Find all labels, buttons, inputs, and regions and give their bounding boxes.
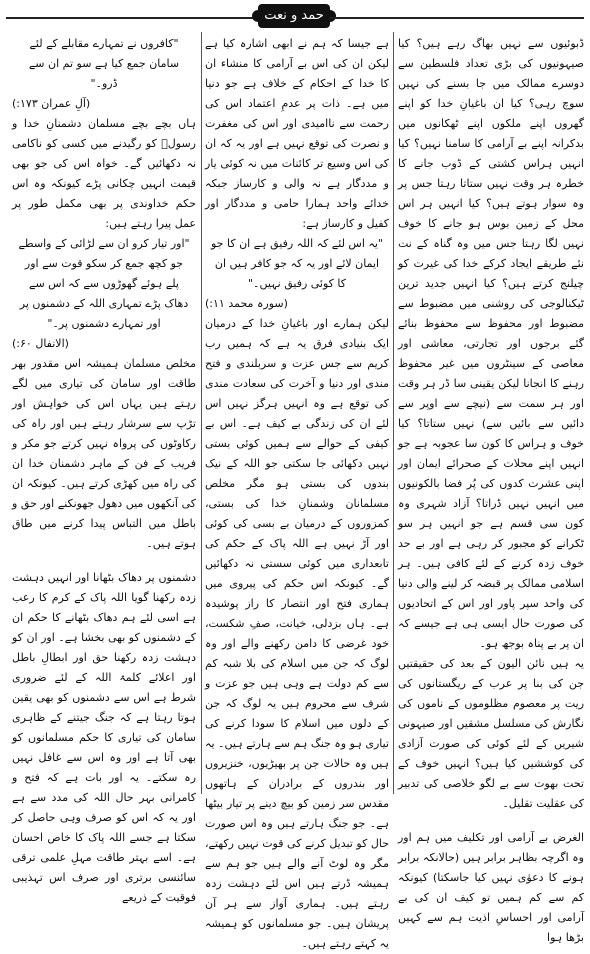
quran-quote: "یہ اس لئے کہ اللہ رفیق ہے ان کا جو ایمان لائے اور یہ کہ جو کافر ہیں ان کا کوئی رفیق نہیں۔" [211, 237, 383, 290]
column-middle [205, 34, 389, 950]
paragraph: دشمنوں پر دھاک بٹھانا اور انہیں دہشت زدہ رکھنا گویا اللہ پاک کے کرم کا رعب ہے اسی لئے ہم دھاک بٹھانے کا حکم ان کے دشمنوں کو بھی بخشا ہے۔ اور ان کو دہشت زدہ رکھنا حق اور ابطالِ باطل اور اعلائے کلمۃ اللہ کے لئے ضروری شرط ہے اس سے دشمنوں کو بھی یقین ہوتا رہتا ہے کہ جنگ جیتنے کے ظاہری سامان کی تیاری کا حکم مسلمانوں کو بھی آتا ہے اور وہ اس سے غافل نہیں رہ سکتے۔ یہ اور بات ہے کہ فتح و کامرانی بہر حال اللہ کی مدد سے ہے اور یہ کہ اس کو صرف وہی حاصل کر سکتا ہے جسے اللہ پاک کا خاص احسان ہے۔ اسے بہتر طاقت مہلِ علمی ترقی سائنسی برتری اور صرف اس تہذیبی فوقیت کے ذریعے [12, 571, 196, 904]
quote-reference: (آلِ عمران ۱۷۳:) [12, 97, 91, 110]
column-divider-left [201, 32, 202, 794]
header-badge: حمد و نعت [258, 4, 330, 28]
page-header [0, 0, 590, 32]
quran-quote: "کافروں نے تمہارے مقابلے کے لئے سامان جمع کیا ہے سو تم ان سے ڈرو۔" [28, 37, 180, 90]
column-divider-right [393, 32, 394, 794]
paragraph: لیکن ہمارے اور باغیانِ خدا کے درمیان ایک بنیادی فرق یہ ہے کہ ہمیں رب کریم سے جس عزت و سربلندی و فتح مندی اور دنیا و آخرت کی سعادت مندی کی توقع ہے وہ انہیں ہرگز نہیں اس لئے ان کی زندگی بے کیف ہے۔ اس بے کیفی کے حوالے سے ہمیں کوئی بستی نہیں دکھائی جا سکتی جو اللہ کے نیک بندوں کی بستی ہو مگر مخلص مسلمانان وشمنانِ خدا کی بستی، کمزوروں کے درمیان بے بسی کی کوئی اور آڑ نہیں ہے اللہ پاک کے حکم کی تابعداری میں کوئی سستی نہ دکھائیں گے۔ کیونکہ اس حکم کی پیروی میں ہماری فتح اور انتصار کا راز پوشیدہ ہے۔ ہاں بزدلی، خیانت، صفِ شکست، خود غرضی کا دامن رکھنے والے اور وہ لوگ کہ جن میں اسلام کی بلا شبہ کم سے کم دولت ہے وہی ہیں جو عزت و شرف سے محروم ہیں یہ لوگ کہ جن کے دلوں میں اسلام کا سودا کرنے کی تیاری ہو وہ جنگ ہم سے ہارتے ہیں۔ یہ ہیں وہ حالات جن پر بھیڑیوں، خنزیروں اور بندروں کے برادران کے ہاتھوں مقدس سر زمین کو بیچ دینے پر تیار بیٹھا ہے۔ جو جنگ ہارتے ہیں وہ اس صورت حال کو تبدیل کرنے کی قوت نہیں رکھتے، مگر وہ لوٹ آنے والے ہیں جو ہم سے ہمیشہ ڈرتے ہیں اس لئے دہشت زدہ رہتے ہیں۔ ہماری آواز سے ہر آن پریشان ہیں۔ جو مسلمانوں کو ہمیشہ یہ کہتے رہتے ہیں۔ [205, 317, 389, 950]
quote-reference: (الانفال ۶۰:) [12, 337, 69, 350]
column-right [398, 34, 584, 944]
column-left [12, 34, 196, 904]
quran-quote: "اور تیار کرو ان سے لڑائی کے واسطے جو کچھ جمع کر سکو قوت سے اور پلے ہوئے گھوڑوں سے کہ اس سے دھاک پڑے تمہاری اللہ کے دشمنوں پر اور تمہارے دشمنوں پر۔" [18, 237, 190, 330]
paragraph: ہاں بچے بچے مسلمان دشمنانِ خدا و رسولؐ کو رگیدنے میں کسی کو ناکامی نہ دکھائیں گے۔ خواہ اس کی جو بھی قیمت انہیں چکانی پڑے کیونکہ وہ اس حکم خداوندی پر بھی مکمل طور پر عمل پیرا رہتے ہیں: [12, 117, 196, 230]
quote-reference: (سورہ محمد ۱۱:) [205, 297, 288, 310]
paragraph: ڈبوئیوں سے نہیں بھاگ رہے ہیں؟ کیا صیہونیوں کی بڑی تعداد فلسطین سے دوسرے ممالک میں جا بسنے کی نہیں سوچ رہی؟ کیا ان باغیانِ خدا کو اپنے گھروں اپنے ملکوں اپنے ٹھکانوں میں بدکرانہ اپنے بے آرامی کا سامنا نہیں؟ کیا انہیں ہراس کشتی کے ڈوب جانے کا خطرہ ہر وقت نہیں ستاتا رہتا جس پر وہ سوار ہوتے ہیں؟ کیا انہیں ہر اس محل کے زمین بوس ہو جانے کا خوف نہیں لگا رہتا جس میں وہ گناہ کے نت نئے طریقے ایجاد کرکے خدا کی غیرت کو چیلنج کرتے ہیں؟ کیا انہیں جدید ترین ٹیکنالوجی کی روشنی میں مضبوط سے مضبوط اور محفوظ سے محفوظ بنائے گئے برجوں اور تجارتی، معاشی اور معاصی کے سینٹروں میں غیر محفوظ رہنے کا انجانا لیکن یقینی سا ڈر ہر وقت اور ہر سمت سے (نیچے سے اوپر سے دائیں سے بائیں سے) نہیں ستاتا؟ کیا خوف و ہراس کا کون سا عجوبہ ہے جو انہیں اپنے محلات کے صحرائے ایمان اور اپنی عشرت کدوں کی پُر فضا بالکونیوں میں انہیں نہیں ڈراتا؟ آزاد شہری وہ کون سی قسم ہے جو انہیں ہر سو ٹکرانے کو مجبور کر رہی ہے اور بے حد خوف زدہ کرنے کے لئے کافی ہیں۔ ہر اسلامی ممالک پر قبضہ کر لینے والی دنیا کی واحد سپر پاور اور اس کے اتحادیوں کی صورت حال ایسی ہی ہے جیسے کہ ان پر بے پناہ بوجھ ہو۔ [398, 37, 584, 650]
header-rule-left [6, 17, 258, 19]
paragraph: یہ ہیں نائن الیون کے بعد کی حقیقتیں جن کی بنا پر عرب کے ریگستانوں کی ریت پر معصوم مظلوموں کے ناموں کی نگارش کی مسلسل مشقیں اور صیہونی شیریں کے لئے کوئی کی صورت آزادی کی کوششیں کیا ہیں؟ انہیں خوف کے تحت بھوت سے بے لگو خلاصی کی تدبیر کی عقلیت تقلیل۔ [398, 657, 584, 810]
header-rule-right [330, 17, 584, 19]
paragraph: مخلص مسلمان ہمیشہ اس مقدور بھر طاقت اور سامان کی تیاری میں لگے رہتے ہیں یہاں اس کی خواہش اور تڑپ سے سرشار رہتے ہیں اور راہ کی رکاوٹوں کی پرواہ نہیں کرتے جو مکر و فریب کے فن کے ماہر دشمنان خدا ان کی راہ میں کھڑی کرتے ہیں۔ کیونکہ ان کی آنکھوں میں دھول جھونکنے اور حق و باطل میں التباس پیدا کرنے میں طاق ہوتے ہیں۔ [12, 357, 196, 550]
paragraph: الغرض بے آرامی اور تکلیف میں ہم اور وہ اگرچہ بظاہر برابر ہیں (حالانکہ برابر ہونے کا دعوٰی نہیں کیا جاسکتا) کیونکہ کم سے کم ہمیں تو کیف ان کی بے آرامی اور احساسِ اذیت ہم سے کہیں بڑھا ہوا [398, 831, 584, 944]
paragraph: ہے جیسا کہ ہم نے ابھی اشارہ کیا ہے لیکن ان کی اس بے آرامی کا منشاء ان کا خدا کے احکام کے خلاف ہے جو دنیا میں ہے۔ ذات پر عدمِ اعتماد اس کی رحمت سے ناامیدی اور اس کی مغفرت و نصرت کی توقع نہیں ہے اور یہ کہ ان کی اس وسیع تر کائنات میں نہ کوئی یار و مددگار ہے نہ والی و کارساز جبکہ خدائے واحد ہمارا حامی و مددگار اور کفیل و کارساز ہے: [205, 37, 389, 230]
